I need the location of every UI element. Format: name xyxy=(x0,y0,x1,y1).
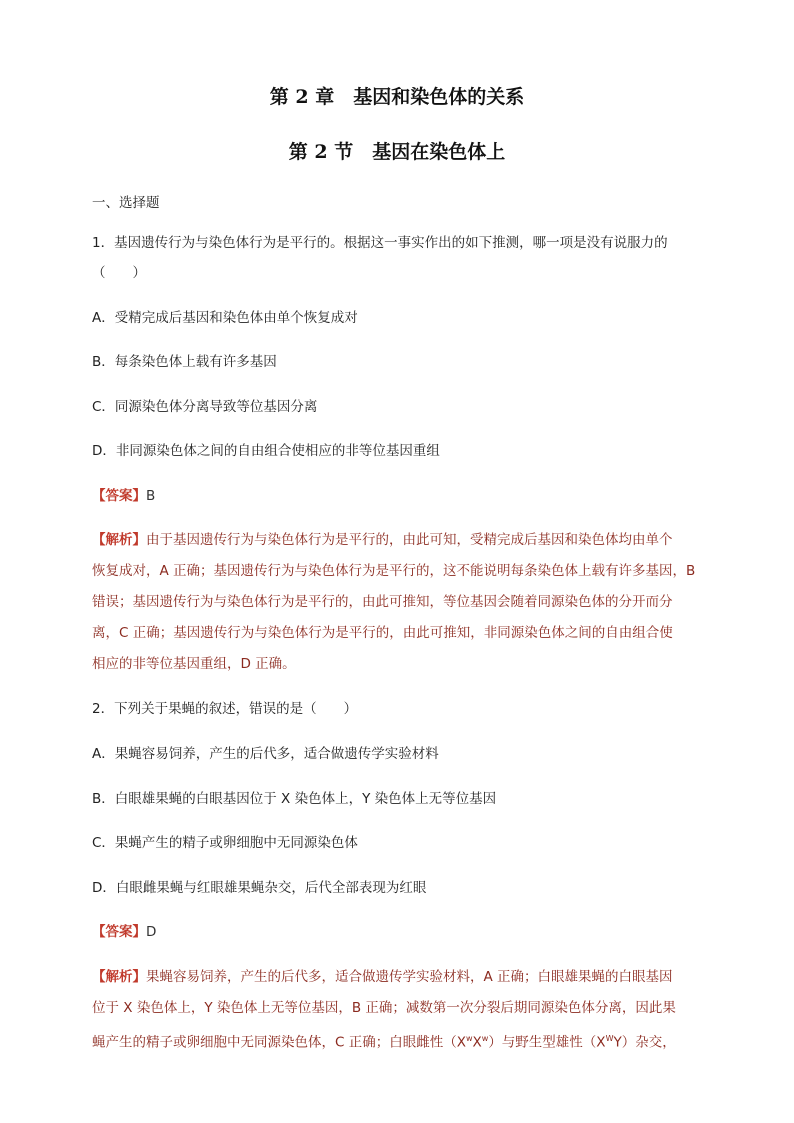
section-label: 一、选择题 xyxy=(92,195,160,211)
q2-explanation-line1: 【解析】果蝇容易饲养，产生的后代多，适合做遗传学实验材料，A 正确；白眼雄果蝇的白眼基因 xyxy=(92,969,673,985)
q1-option-b: B．每条染色体上载有许多基因 xyxy=(92,354,277,370)
q2-option-a: A．果蝇容易饲养，产生的后代多，适合做遗传学实验材料 xyxy=(92,746,439,762)
q2-option-c: C．果蝇产生的精子或卵细胞中无同源染色体 xyxy=(92,835,358,851)
q2-answer xyxy=(92,922,156,942)
q1-stem-line2: （ ） xyxy=(92,265,146,281)
q1-option-a: A．受精完成后基因和染色体由单个恢复成对 xyxy=(92,310,358,326)
q2-explanation-label: 【解析】 xyxy=(92,969,146,985)
q2-answer-label: 【答案】 xyxy=(92,924,146,940)
chapter-title: 第 2 章 基因和染色体的关系 xyxy=(269,86,525,108)
q2-option-b: B．白眼雄果蝇的白眼基因位于 X 染色体上，Y 染色体上无等位基因 xyxy=(92,791,497,807)
q1-explanation-line4: 离，C 正确；基因遗传行为与染色体行为是平行的，由此可推知，非同源染色体之间的自由组合使 xyxy=(92,625,673,641)
q1-option-d: D．非同源染色体之间的自由组合使相应的非等位基因重组 xyxy=(92,443,440,459)
q2-option-d: D．白眼雌果蝇与红眼雄果蝇杂交，后代全部表现为红眼 xyxy=(92,880,427,896)
q1-stem-line1: 1．基因遗传行为与染色体行为是平行的。根据这一事实作出的如下推测，哪一项是没有说服力的 xyxy=(92,235,668,251)
q2-explanation-line2: 位于 X 染色体上，Y 染色体上无等位基因，B 正确；减数第一次分裂后期同源染色体分离，因此果 xyxy=(92,1000,676,1016)
q2-stem: 2．下列关于果蝇的叙述，错误的是（ ） xyxy=(92,701,358,717)
q1-explanation-label: 【解析】 xyxy=(92,532,146,548)
q2-explanation-line3: 蝇产生的精子或卵细胞中无同源染色体，C 正确；白眼雌性$(X^wX^w)$与野生型雄性$(X^WY)$杂交， xyxy=(92,1034,676,1051)
q1-answer xyxy=(92,486,155,506)
section-title: 第 2 节 基因在染色体上 xyxy=(288,141,506,163)
q1-explanation-line2: 恢复成对，A 正确；基因遗传行为与染色体行为是平行的，这不能说明每条染色体上载有许多基因，B xyxy=(92,563,696,579)
q2-answer-value: D xyxy=(146,924,157,940)
q1-answer-value: B xyxy=(146,488,156,504)
q1-explanation-line1: 【解析】由于基因遗传行为与染色体行为是平行的，由此可知，受精完成后基因和染色体均由单个 xyxy=(92,532,673,548)
q1-explanation-line3: 错误；基因遗传行为与染色体行为是平行的，由此可推知，等位基因会随着同源染色体的分开而分 xyxy=(92,594,673,610)
q1-option-c: C．同源染色体分离导致等位基因分离 xyxy=(92,399,318,415)
q1-answer-label: 【答案】 xyxy=(92,488,146,504)
q1-explanation-line5: 相应的非等位基因重组，D 正确。 xyxy=(92,656,296,672)
